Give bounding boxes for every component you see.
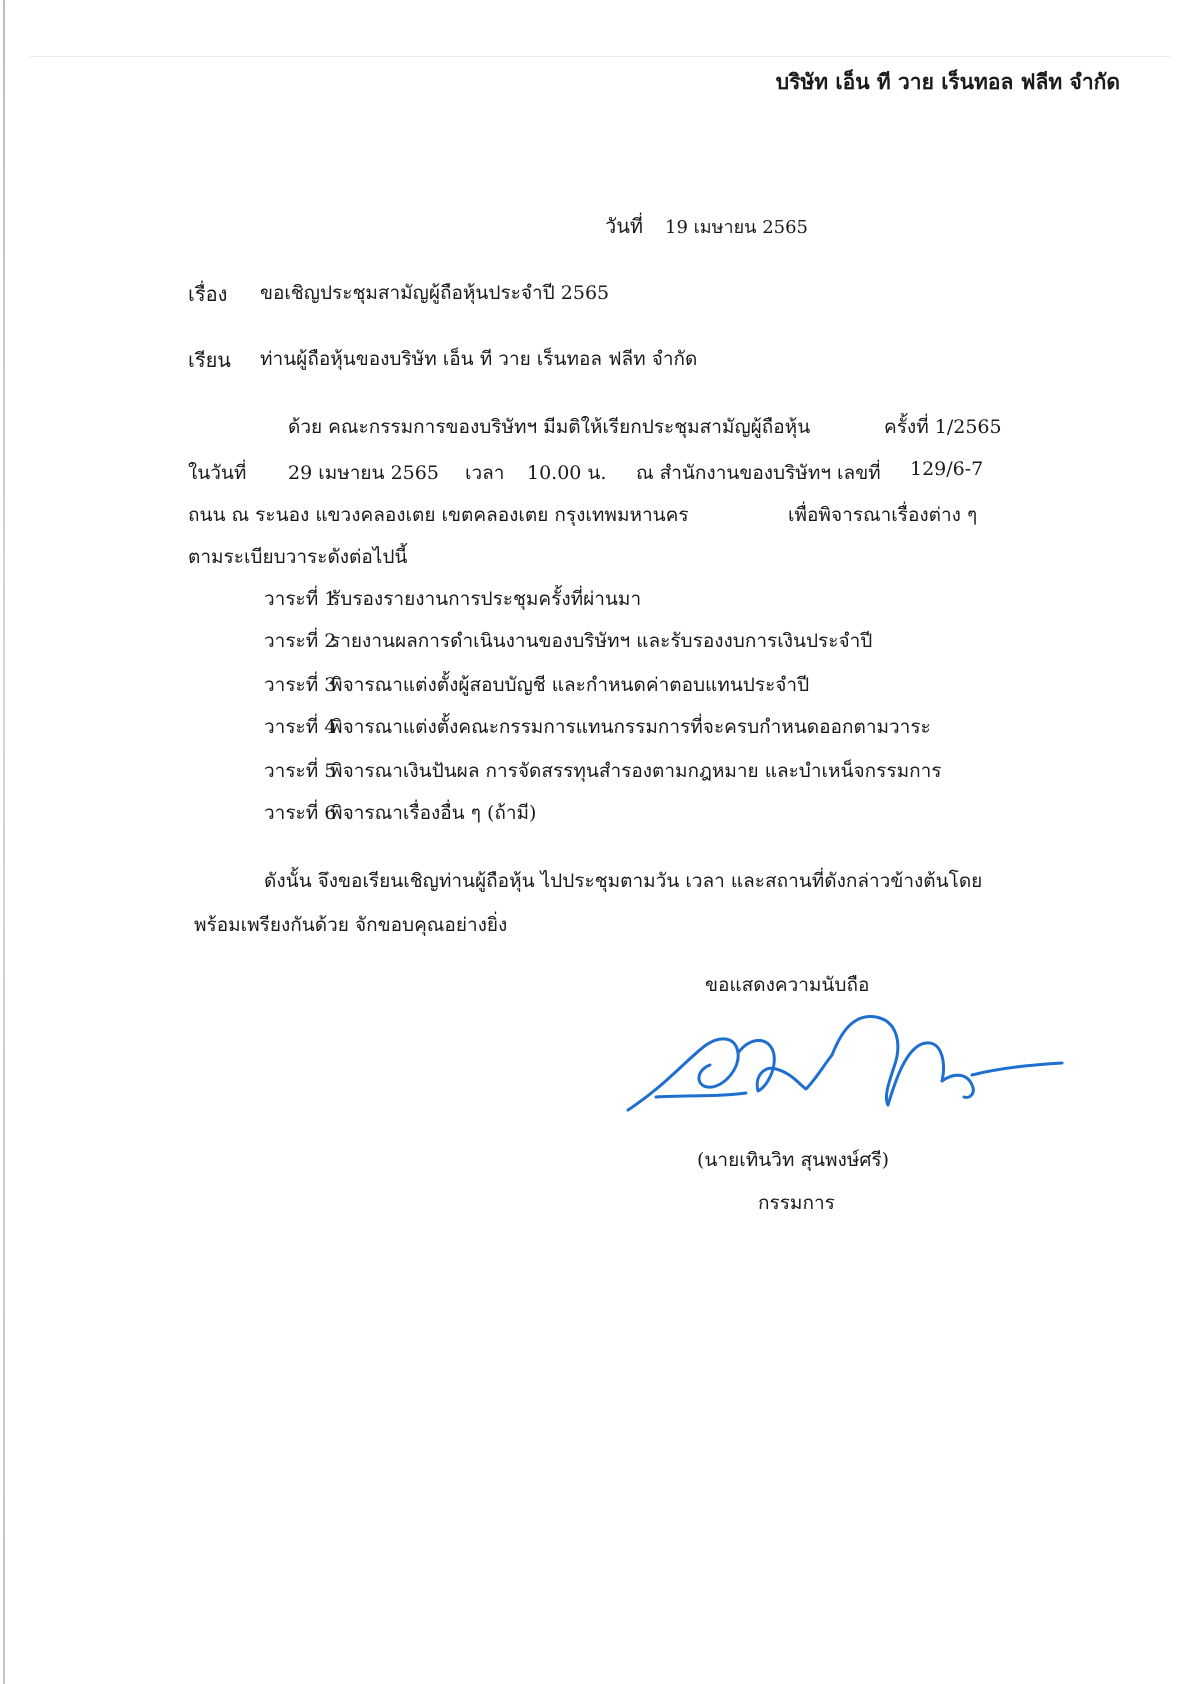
agenda-number: วาระที่ 3: [264, 674, 337, 696]
agenda-text: รับรองรายงานการประชุมครั้งที่ผ่านมา: [330, 588, 642, 610]
agenda-item: [264, 670, 809, 700]
body-line-1-meeting-no: ครั้งที่ 1/2565: [884, 416, 1002, 438]
agenda-text: พิจารณาแต่งตั้งผู้สอบบัญชี และกำหนดค่าตอบแทนประจำปี: [330, 674, 810, 696]
closing-paragraph-line-1: ดังนั้น จึงขอเรียนเชิญท่านผู้ถือหุ้น ไปประชุมตามวัน เวลา และสถานที่ดังกล่าวข้างต้นโดย: [264, 870, 983, 892]
body-line-2-time: 10.00 น.: [527, 462, 607, 484]
recipient-text: ท่านผู้ถือหุ้นของบริษัท เอ็น ที วาย เร็นทอล ฟลีท จำกัด: [260, 348, 698, 370]
body-line-3-address: ถนน ณ ระนอง แขวงคลองเตย เขตคลองเตย กรุงเทพมหานคร: [188, 504, 689, 526]
agenda-number: วาระที่ 5: [264, 760, 337, 782]
agenda-item: [264, 798, 536, 828]
scan-border-left: [3, 0, 5, 1684]
body-line-3-purpose: เพื่อพิจารณาเรื่องต่าง ๆ: [788, 504, 978, 526]
agenda-text: รายงานผลการดำเนินงานของบริษัทฯ และรับรองงบการเงินประจำปี: [330, 630, 873, 652]
body-line-2-date: 29 เมษายน 2565: [288, 462, 439, 484]
date-label: วันที่: [605, 214, 644, 238]
body-line-2-address-no: 129/6-7: [910, 458, 984, 480]
agenda-number: วาระที่ 1: [264, 588, 337, 610]
scan-border-top: [30, 56, 1170, 57]
body-line-2-time-label: เวลา: [465, 462, 505, 484]
signer-name: (นายเทินวิท สุนพงษ์ศรี): [697, 1149, 890, 1171]
body-line-4: ตามระเบียบวาระดังต่อไปนี้: [188, 546, 408, 568]
company-name: บริษัท เอ็น ที วาย เร็นทอล ฟลีท จำกัด: [775, 69, 1120, 94]
signer-position: กรรมการ: [758, 1192, 835, 1214]
agenda-item: [264, 584, 641, 614]
agenda-text: พิจารณาเรื่องอื่น ๆ (ถ้ามี): [330, 802, 537, 824]
agenda-number: วาระที่ 4: [264, 716, 337, 738]
subject-label: เรื่อง: [188, 282, 228, 306]
agenda-number: วาระที่ 6: [264, 802, 337, 824]
handwritten-signature: [626, 1005, 1066, 1115]
agenda-item: [264, 756, 942, 786]
recipient-label: เรียน: [188, 348, 231, 372]
body-line-2-place: ณ สำนักงานของบริษัทฯ เลขที่: [636, 462, 881, 484]
agenda-text: พิจารณาเงินปันผล การจัดสรรทุนสำรองตามกฎหมาย และบำเหน็จกรรมการ: [330, 760, 942, 782]
date-value: 19 เมษายน 2565: [665, 217, 808, 238]
agenda-text: พิจารณาแต่งตั้งคณะกรรมการแทนกรรมการที่จะครบกำหนดออกตามวาระ: [330, 716, 931, 738]
body-line-2-date-label: ในวันที่: [188, 462, 247, 484]
subject-text: ขอเชิญประชุมสามัญผู้ถือหุ้นประจำปี 2565: [260, 282, 610, 304]
agenda-number: วาระที่ 2: [264, 630, 337, 652]
agenda-item: [264, 626, 872, 656]
body-line-1: ด้วย คณะกรรมการของบริษัทฯ มีมติให้เรียกประชุมสามัญผู้ถือหุ้น: [288, 416, 811, 438]
closing-salutation: ขอแสดงความนับถือ: [705, 974, 870, 996]
agenda-item: [264, 712, 931, 742]
closing-paragraph-line-2: พร้อมเพรียงกันด้วย จักขอบคุณอย่างยิ่ง: [194, 914, 508, 936]
